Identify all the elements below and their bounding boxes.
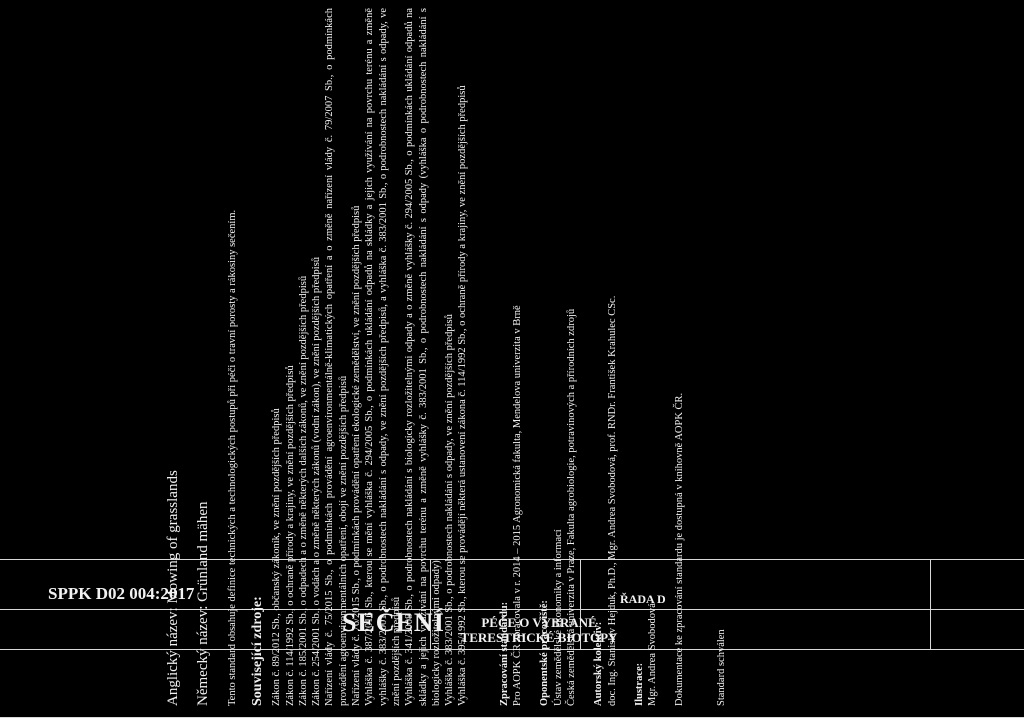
sources-heading: Související zdroje: (250, 596, 266, 706)
source-item: Zákon č. 185/2001 Sb., o odpadech a o změně některých dalších zákonů, ve znění pozdějších předpisů (297, 275, 309, 706)
german-name: Německý název: Grünland mähen (195, 501, 211, 706)
oponentske-line: Ústav zemědělské ekonomiky a informací (552, 529, 564, 706)
body-content (164, 0, 728, 718)
approval-label: Standard schválen (715, 629, 727, 706)
source-item: Vyhláška č. 395/1992 Sb., kterou se provádějí některá ustanovení zákona č. 114/1992 Sb., o ochraně přírody a krajiny, ve znění pozdějších předpisů (457, 85, 469, 706)
source-item: Nařízení vlády č. 76/2015 Sb., o podmínkách provádění opatření ekologické zemědělství, ve znění pozdějších předpisů (351, 205, 363, 706)
zpracovani-label: Zpracování standardu: (498, 601, 510, 706)
ilustrace-text: Mgr. Andrea Svobodová (647, 603, 659, 706)
series-line-2: TERESTRICKÉ BIOTOPY (460, 630, 618, 645)
standard-code: SPPK D02 004:2017 (48, 584, 195, 603)
ilustrace-label: Ilustrace: (633, 662, 645, 706)
source-item: Zákon č. 254/2001 Sb., o vodách a o změně některých zákonů (vodní zákon), ve znění pozdějších předpisů (311, 256, 323, 706)
rada-label: ŘADA D (620, 592, 666, 606)
zpracovani-text: Pro AOPK ČR zpracovala v r. 2014 – 2015 Agronomická fakulta, Mendelova univerzita v Brně (512, 305, 524, 706)
series-line-1: PÉČE O VYBRANÉ (481, 615, 597, 630)
document-title: SEČENÍ (342, 608, 445, 637)
source-item: Vyhláška č. 383/2001 Sb., o podrobnostech nakládání s odpady, ve znění pozdějších předpisů (444, 314, 456, 706)
source-item: Zákon č. 89/2012 Sb., občanský zákoník, ve znění pozdějších předpisů (271, 408, 283, 706)
dokumentace-note: Dokumentace ke zpracování standardu je dostupná v knihovně AOPK ČR. (674, 392, 686, 706)
oponentske-label: Oponentské pracoviště: (539, 600, 551, 706)
oponentske-line: Česká zemědělská univerzita v Praze, Fakulta agrobiologie, potravinových a přírodních zdrojů (565, 308, 577, 706)
english-name: Anglický název: Mowing of grasslands (165, 470, 181, 706)
source-item: Nařízení vlády č. 75/2015 Sb., o podmínkách provádění agroenvironmentálně-klimatických opatření a o změně nařízení vlády č. 79/2007 Sb., o podmínkách provádění agroenvironmentálních opatření, obojí ve znění pozdějších předpisů (324, 8, 349, 706)
autorsky-text: doc. Ing. Stanislav Hejduk, Ph.D., Mgr. Andrea Svobodová, prof. RNDr. František Krahulec CSc. (606, 295, 618, 706)
standard-description: Tento standard obsahuje definice technických a technologických postupů při péči o travní porosty a rákosiny sečením. (227, 209, 238, 706)
source-item: Zákon č. 114/1992 Sb., o ochraně přírody a krajiny, ve znění pozdějších předpisů (284, 365, 296, 706)
source-item: Vyhláška č. 387/2016 Sb., kterou se mění vyhláška č. 294/2005 Sb., o podmínkách ukládání odpadů na skládky a jejich využívání na povrchu terénu a změně vyhlášky č. 383/2001 Sb., o podrobnostech nakládání s odpady, ve znění pozdějších předpisů, a vyhláška č. 383/2001 Sb., o podrobnostech nakládání s odpady, ve znění pozdějších předpisů (364, 8, 402, 706)
autorsky-label: Autorský kolektiv: (593, 621, 605, 706)
source-item: Vyhláška č. 341/2008 Sb., o podrobnostech nakládání s biologicky rozložitelnými odpady a o změně vyhlášky č. 294/2005 Sb., o podmínkách ukládání odpadů na skládky a jejich využívání na povrchu terénu a změně vyhlášky č. 383/2001 Sb., o podrobnostech nakládání s odpady (vyhláška o podrobnostech nakládání s biologicky rozložitelnými odpady) (404, 8, 442, 706)
